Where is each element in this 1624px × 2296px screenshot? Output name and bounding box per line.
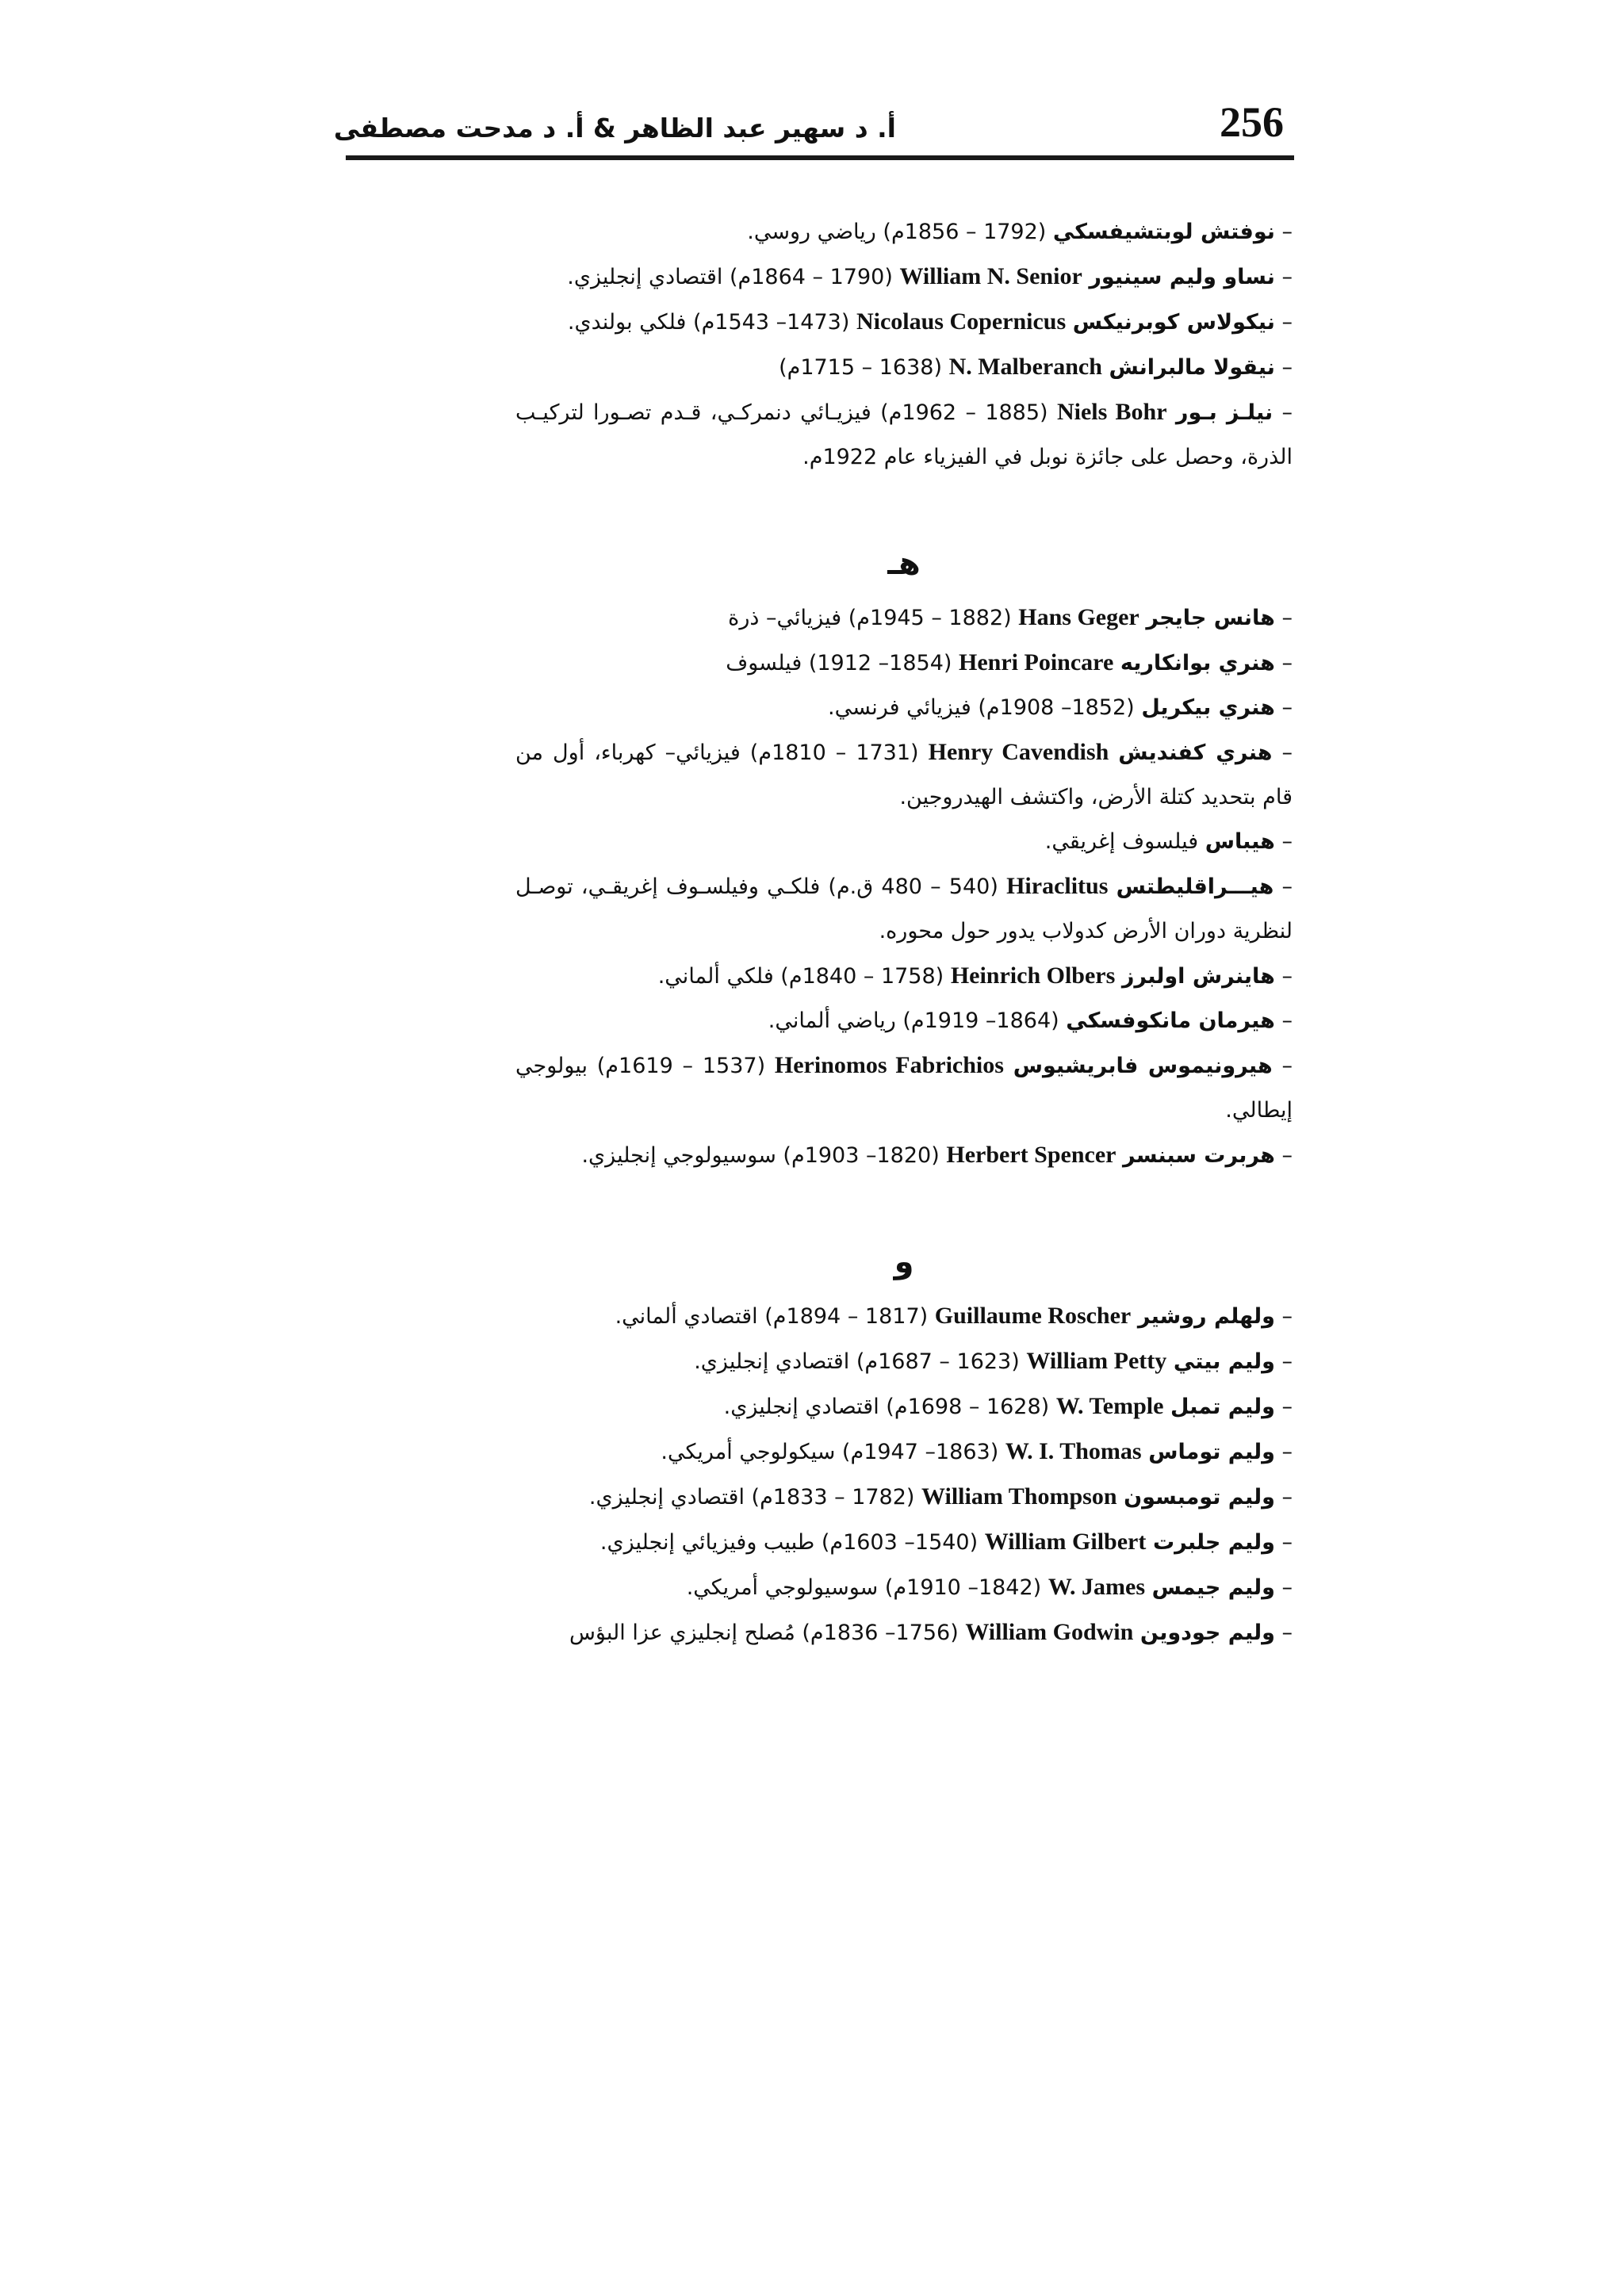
glossary-entry bbox=[515, 1565, 1293, 1610]
entry-description: (1842– 1910م) سوسيولوجي أمريكي. bbox=[686, 1575, 1042, 1600]
glossary-entry bbox=[515, 686, 1293, 730]
glossary-entry bbox=[515, 1610, 1293, 1655]
entry-arabic-name: وليم تمبل bbox=[1170, 1395, 1275, 1419]
entry-dash: – bbox=[1281, 1008, 1293, 1033]
entry-description: فيلسوف إغريقي. bbox=[1044, 829, 1199, 854]
header-rule bbox=[346, 155, 1294, 160]
glossary-entry bbox=[515, 1043, 1293, 1133]
entry-description: (1790 – 1864م) اقتصادي إنجليزي. bbox=[567, 265, 893, 289]
entry-latin-name: Henri Poincare bbox=[959, 649, 1114, 675]
entry-dash: – bbox=[1281, 964, 1293, 989]
entry-description: (1731 – 1810م) فيزيائي– كهرباء، أول من قام بتحديد كتلة الأرض، واكتشف الهيدروجين. bbox=[515, 740, 1293, 809]
page-number: 256 bbox=[1220, 98, 1284, 146]
entry-description: (1623 – 1687م) اقتصادي إنجليزي. bbox=[694, 1349, 1020, 1374]
glossary-entry bbox=[515, 820, 1293, 864]
entry-arabic-name: هنري بوانكاريه bbox=[1120, 651, 1275, 675]
entry-arabic-name: وليم جودوين bbox=[1139, 1621, 1275, 1645]
entry-dash: – bbox=[1281, 651, 1293, 675]
entry-latin-name: W. Temple bbox=[1055, 1393, 1164, 1419]
entry-dash: – bbox=[1281, 400, 1293, 425]
section-letter: و bbox=[894, 1244, 914, 1280]
entry-description: (1540– 1603م) طبيب وفيزيائي إنجليزي. bbox=[599, 1530, 979, 1555]
glossary-entry bbox=[515, 210, 1293, 254]
entry-dash: – bbox=[1281, 1485, 1293, 1510]
glossary-entry bbox=[515, 1339, 1293, 1384]
entry-arabic-name: ولهلم روشير bbox=[1137, 1304, 1275, 1329]
entry-latin-name: Herbert Spencer bbox=[946, 1142, 1116, 1168]
entry-latin-name: W. James bbox=[1048, 1574, 1146, 1600]
section-gap bbox=[515, 480, 1293, 540]
glossary-entry bbox=[515, 345, 1293, 390]
entry-dash: – bbox=[1281, 606, 1293, 630]
letter-gap bbox=[515, 1286, 1293, 1294]
entry-latin-name: N. Malberanch bbox=[948, 354, 1102, 380]
entry-dash: – bbox=[1281, 1530, 1293, 1555]
entry-description: (1758 – 1840م) فلكي ألماني. bbox=[657, 964, 944, 989]
entry-arabic-name: نساو وليم سينيور bbox=[1089, 265, 1275, 289]
entry-arabic-name: هيرونيموس فابريشيوس bbox=[1013, 1054, 1273, 1078]
entry-dash: – bbox=[1281, 1575, 1293, 1600]
entry-arabic-name: هاينرش اولبرز bbox=[1121, 964, 1275, 989]
entry-arabic-name: هيرمان مانكوفسكي bbox=[1066, 1008, 1275, 1033]
entry-dash: – bbox=[1281, 1349, 1293, 1374]
entry-latin-name: William Thompson bbox=[921, 1483, 1117, 1510]
glossary-entry bbox=[515, 641, 1293, 686]
entry-description: (1820– 1903م) سوسيولوجي إنجليزي. bbox=[581, 1143, 940, 1168]
entry-arabic-name: هانس جايجر bbox=[1146, 606, 1275, 630]
entry-dash: – bbox=[1281, 355, 1293, 380]
entry-description: (1537 – 1619م) بيولوجي إيطالي. bbox=[515, 1054, 1293, 1123]
entry-arabic-name: وليم توماس bbox=[1148, 1440, 1275, 1464]
entry-latin-name: William Petty bbox=[1026, 1348, 1167, 1374]
entry-description: (540 – 480 ق.م) فلكـي وفيلسـوف إغريقـي، توصـل لنظرية دوران الأرض كدولاب يدور حول محوره. bbox=[515, 874, 1293, 943]
entry-description: (1792 – 1856م) رياضي روسي. bbox=[747, 220, 1047, 244]
glossary-entry bbox=[515, 1475, 1293, 1520]
entry-dash: – bbox=[1281, 829, 1293, 854]
entry-dash: – bbox=[1281, 1621, 1293, 1645]
glossary-entry bbox=[515, 390, 1293, 480]
entry-dash: – bbox=[1281, 1054, 1293, 1078]
entry-dash: – bbox=[1281, 1395, 1293, 1419]
glossary-entry bbox=[515, 300, 1293, 345]
glossary-entry bbox=[515, 999, 1293, 1043]
entry-latin-name: William Gilbert bbox=[984, 1529, 1147, 1555]
glossary-entry bbox=[515, 254, 1293, 300]
entry-latin-name: Heinrich Olbers bbox=[950, 962, 1116, 989]
entry-description: (1852– 1908م) فيزيائي فرنسي. bbox=[828, 695, 1135, 720]
entry-arabic-name: نوفتش لوبتشيفسكي bbox=[1052, 220, 1275, 244]
entry-dash: – bbox=[1281, 310, 1293, 335]
entry-description: (1638 – 1715م) bbox=[779, 355, 942, 380]
entry-dash: – bbox=[1281, 265, 1293, 289]
entry-description: (1854– 1912) فيلسوف bbox=[726, 651, 952, 675]
entry-latin-name: Hiraclitus bbox=[1006, 873, 1109, 899]
entry-dash: – bbox=[1281, 1143, 1293, 1168]
letter-gap bbox=[515, 587, 1293, 595]
entry-arabic-name: وليم بيتي bbox=[1173, 1349, 1275, 1374]
entry-dash: – bbox=[1281, 874, 1293, 899]
entry-dash: – bbox=[1281, 740, 1293, 765]
section-letter: هـ bbox=[887, 545, 921, 582]
glossary-entry bbox=[515, 1294, 1293, 1339]
glossary-content bbox=[515, 210, 1293, 1655]
entry-latin-name: Henry Cavendish bbox=[928, 739, 1109, 765]
entry-description: (1473– 1543م) فلكي بولندي. bbox=[567, 310, 850, 335]
entry-latin-name: Niels Bohr bbox=[1056, 399, 1167, 425]
glossary-entry bbox=[515, 1429, 1293, 1475]
entry-latin-name: William Godwin bbox=[965, 1619, 1134, 1645]
entry-dash: – bbox=[1281, 1440, 1293, 1464]
entry-latin-name: Herinomos Fabrichios bbox=[774, 1052, 1004, 1078]
entry-arabic-name: هنري كفنديش bbox=[1118, 740, 1273, 765]
entry-arabic-name: وليم جيمس bbox=[1151, 1575, 1275, 1600]
entry-dash: – bbox=[1281, 1304, 1293, 1329]
glossary-entry bbox=[515, 1384, 1293, 1429]
entry-description: (1817 – 1894م) اقتصادي ألماني. bbox=[615, 1304, 929, 1329]
entry-dash: – bbox=[1281, 695, 1293, 720]
glossary-entry bbox=[515, 1133, 1293, 1178]
entry-description: (1863– 1947م) سيكولوجي أمريكي. bbox=[661, 1440, 999, 1464]
entry-arabic-name: هيباس bbox=[1205, 829, 1275, 854]
entry-description: (1782 – 1833م) اقتصادي إنجليزي. bbox=[588, 1485, 915, 1510]
glossary-entry bbox=[515, 730, 1293, 820]
entry-description: (1882 – 1945م) فيزيائي– ذرة bbox=[728, 606, 1012, 630]
entry-arabic-name: نيقولا مالبرانش bbox=[1109, 355, 1275, 380]
entry-arabic-name: وليم تومبسون bbox=[1124, 1485, 1275, 1510]
entry-arabic-name: هربرت سبنسر bbox=[1123, 1143, 1275, 1168]
entry-latin-name: W. I. Thomas bbox=[1005, 1438, 1142, 1464]
entry-description: (1864– 1919م) رياضي ألماني. bbox=[768, 1008, 1059, 1033]
glossary-entry bbox=[515, 864, 1293, 954]
running-head: أ. د سهير عبد الظاهر & أ. د مدحت مصطفى bbox=[333, 113, 896, 144]
section-gap bbox=[515, 1178, 1293, 1238]
entry-latin-name: William N. Senior bbox=[899, 263, 1082, 289]
glossary-entry bbox=[515, 595, 1293, 641]
entry-dash: – bbox=[1281, 220, 1293, 244]
glossary-entry bbox=[515, 954, 1293, 999]
entry-latin-name: Guillaume Roscher bbox=[934, 1303, 1132, 1329]
entry-arabic-name: هيـــراقليطتس bbox=[1116, 874, 1274, 899]
entry-latin-name: Nicolaus Copernicus bbox=[856, 308, 1067, 335]
entry-description: (1885 – 1962م) فيزيـائي دنمركـي، قـدم تصـورا لتركيـب الذرة، وحصل على جائزة نوبل في الفيزياء عام 1922م. bbox=[515, 400, 1293, 469]
entry-arabic-name: نيكولاس كوبرنيكس bbox=[1072, 310, 1275, 335]
glossary-entry bbox=[515, 1520, 1293, 1565]
entry-arabic-name: وليم جلبرت bbox=[1152, 1530, 1275, 1555]
entry-description: (1628 – 1698م) اقتصادي إنجليزي. bbox=[723, 1395, 1050, 1419]
entry-latin-name: Hans Geger bbox=[1018, 604, 1139, 630]
entry-arabic-name: نيلـز بـور bbox=[1175, 400, 1274, 425]
entry-arabic-name: هنري بيكريل bbox=[1141, 695, 1275, 720]
entry-description: (1756– 1836م) مُصلح إنجليزي عزا البؤس bbox=[569, 1621, 959, 1645]
